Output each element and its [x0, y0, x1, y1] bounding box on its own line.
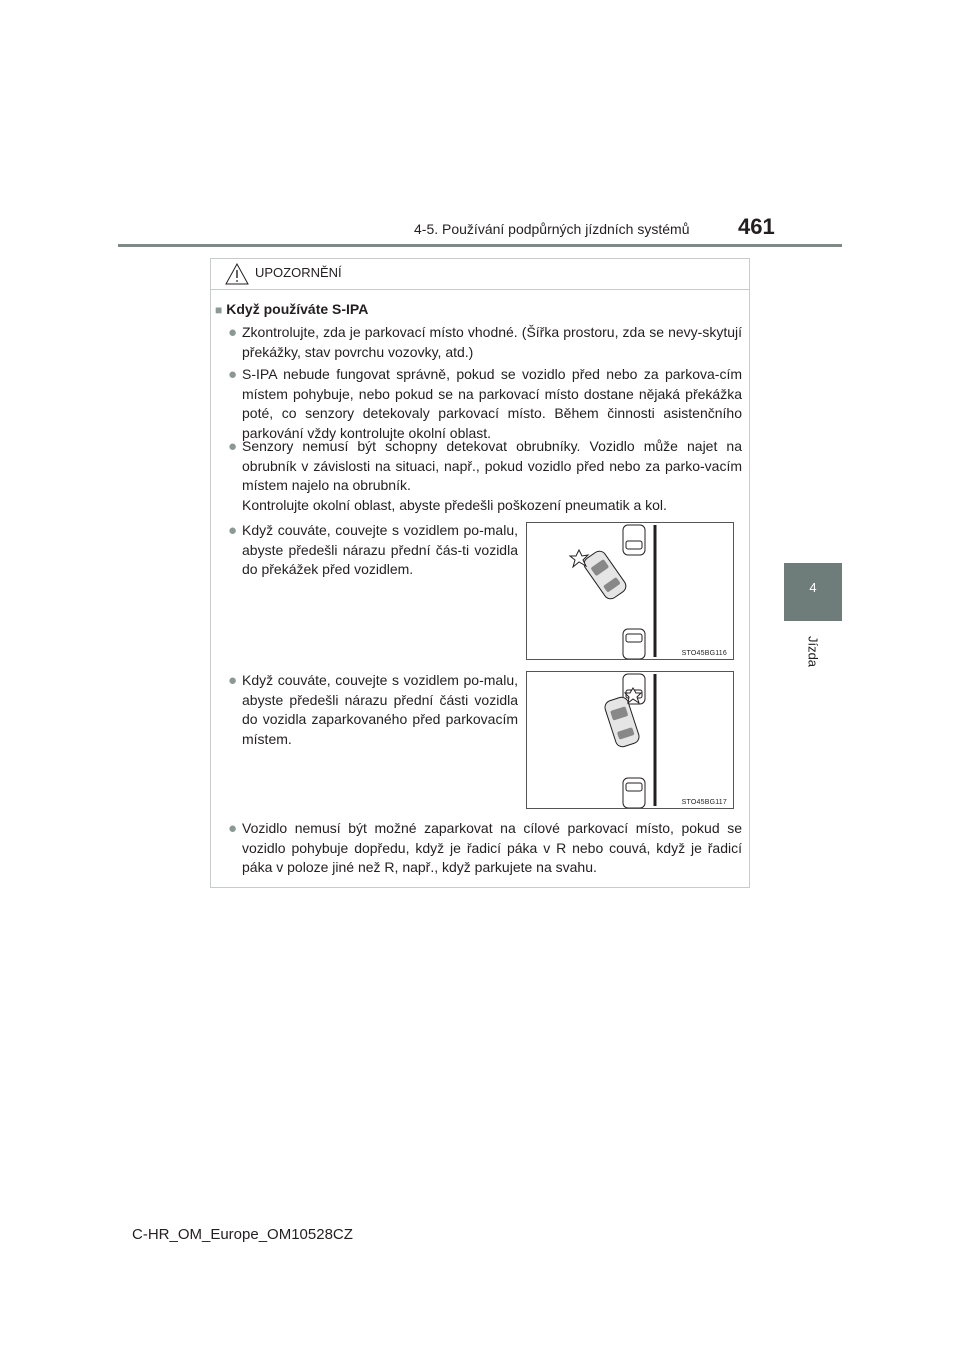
chapter-number: 4	[809, 580, 817, 595]
bullet-dot-icon: ●	[228, 366, 238, 383]
reversing-car	[603, 695, 641, 748]
bullet-dot-icon: ●	[228, 672, 238, 689]
parking-diagram	[527, 523, 733, 659]
section-title-text: Když používáte S-IPA	[226, 301, 369, 317]
bullet-text-continued: Kontrolujte okolní oblast, abyste předešli poškození pneumatik a kol.	[242, 496, 667, 513]
bullet-item	[228, 365, 742, 443]
bullet-dot-icon: ●	[228, 438, 238, 455]
figure-illustration	[526, 671, 734, 809]
bullet-dot-icon: ●	[228, 324, 238, 341]
parked-car-rear	[623, 629, 645, 659]
section-title	[215, 301, 368, 317]
bullet-text: Když couváte, couvejte s vozidlem po-malu, abyste předešli nárazu přední čás-ti vozidla do překážek před vozidlem.	[242, 522, 518, 577]
chapter-tab	[784, 563, 842, 621]
impact-burst	[570, 550, 588, 567]
caution-title: UPOZORNĚNÍ	[255, 265, 342, 280]
bullet-text: Senzory nemusí být schopny detekovat obrubníky. Vozidlo může najet na obrubník v závislosti na situaci, např., pokud vozidlo před nebo za parko-vacím místem najelo na obrubník.	[242, 438, 742, 493]
figure-id: STO45BG116	[681, 650, 727, 657]
bullet-item	[228, 437, 742, 515]
caution-box	[210, 258, 750, 888]
bullet-item	[228, 819, 742, 878]
bullet-text: Vozidlo nemusí být možné zaparkovat na cílové parkovací místo, pokud se vozidlo pohybuje dopředu, když je řadicí páka v R nebo couvá, když je řadicí páka v poloze jiné než R, např., když parkujete na svahu.	[242, 820, 742, 875]
chapter-label	[784, 630, 842, 680]
bullet-text: Když couváte, couvejte s vozidlem po-malu, abyste předešli nárazu přední části vozidla do vozidla zaparkovaného před parkovacím místem.	[242, 672, 518, 747]
figure-illustration	[526, 522, 734, 660]
page-number: 461	[738, 214, 775, 239]
bullet-item	[228, 323, 742, 362]
footer-doc-id: C-HR_OM_Europe_OM10528CZ	[132, 1226, 353, 1243]
bullet-text: Zkontrolujte, zda je parkovací místo vhodné. (Šířka prostoru, zda se nevy-skytují překážky, stav povrchu vozovky, atd.)	[242, 324, 742, 360]
header-section-title: 4-5. Používání podpůrných jízdních systémů	[414, 221, 690, 237]
warning-icon	[225, 263, 249, 285]
bullet-dot-icon: ●	[228, 820, 238, 837]
parking-diagram	[527, 672, 733, 808]
bullet-item	[228, 671, 518, 749]
bullet-item	[228, 521, 518, 580]
square-bullet-icon: ■	[215, 303, 223, 317]
parked-car-rear	[623, 778, 645, 808]
parked-car-front	[623, 525, 645, 555]
caution-header	[211, 259, 749, 290]
chapter-label-text: Jízda	[805, 635, 821, 668]
figure-id: STO45BG117	[681, 799, 727, 806]
bullet-dot-icon: ●	[228, 522, 238, 539]
header-rule	[118, 244, 842, 247]
bullet-text: S-IPA nebude fungovat správně, pokud se vozidlo před nebo za parkova-cím místem pohybuje, nebo pokud se na parkovací místo dostane nějaká překážka poté, co senzory detekovaly parkovací místo. Během činnosti asistenčního parkování vždy kontrolujte okolní oblast.	[242, 366, 742, 441]
reversing-car	[581, 548, 628, 601]
